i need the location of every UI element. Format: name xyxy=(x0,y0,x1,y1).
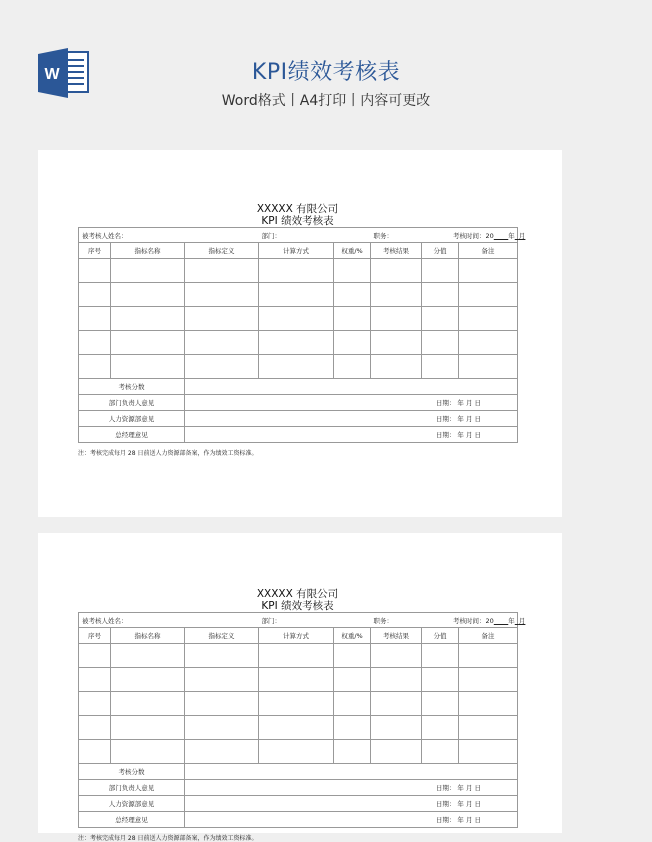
position-label: 职务： xyxy=(373,616,394,625)
header-row xyxy=(79,243,518,259)
column-header: 备注 xyxy=(459,628,518,644)
table-cell[interactable] xyxy=(334,283,371,307)
kpi-table xyxy=(78,227,526,443)
table-cell[interactable] xyxy=(334,740,371,764)
form-note: 注：考核完成每月 28 日前送人力资源部备案，作为绩效工资标准。 xyxy=(78,450,258,457)
table-cell[interactable] xyxy=(371,692,422,716)
column-header: 计算方式 xyxy=(259,628,334,644)
table-cell[interactable] xyxy=(459,740,518,764)
month-label: 月 xyxy=(518,616,526,625)
column-header: 分值 xyxy=(422,243,459,259)
table-cell[interactable] xyxy=(422,668,459,692)
table-cell[interactable] xyxy=(111,668,185,692)
kpi-form xyxy=(78,203,526,457)
table-cell[interactable] xyxy=(79,259,111,283)
table-cell[interactable] xyxy=(371,355,422,379)
score-row xyxy=(79,379,518,395)
company-name: XXXXX 有限公司 xyxy=(256,203,339,215)
opinion-label: 人力资源部意见 xyxy=(79,411,185,427)
company-name: XXXXX 有限公司 xyxy=(256,588,339,600)
opinion-row xyxy=(79,411,518,427)
column-header: 权重/% xyxy=(334,243,371,259)
opinion-date[interactable]: 日期： 年 月 日 xyxy=(185,395,518,411)
table-cell[interactable] xyxy=(185,283,259,307)
table-row xyxy=(79,668,518,692)
score-cell[interactable] xyxy=(185,764,518,780)
header-row xyxy=(79,628,518,644)
column-header: 权重/% xyxy=(334,628,371,644)
table-cell[interactable] xyxy=(79,668,111,692)
table-cell[interactable] xyxy=(111,307,185,331)
column-header: 备注 xyxy=(459,243,518,259)
table-cell[interactable] xyxy=(334,644,371,668)
table-cell[interactable] xyxy=(111,740,185,764)
table-cell[interactable] xyxy=(371,668,422,692)
table-cell[interactable] xyxy=(259,668,334,692)
table-cell[interactable] xyxy=(422,355,459,379)
table-cell[interactable] xyxy=(111,259,185,283)
column-header: 指标定义 xyxy=(185,628,259,644)
name-label: 被考核人姓名： xyxy=(79,613,259,628)
opinion-row xyxy=(79,780,518,796)
table-cell[interactable] xyxy=(259,307,334,331)
month-label: 月 xyxy=(518,231,526,240)
page-title: KPI绩效考核表 xyxy=(251,60,401,85)
score-label: 考核分数 xyxy=(79,764,185,780)
table-cell[interactable] xyxy=(459,716,518,740)
table-cell[interactable] xyxy=(79,740,111,764)
form-title: KPI 绩效考核表 xyxy=(261,600,334,612)
position-label: 职务： xyxy=(373,231,394,240)
column-header: 考核结果 xyxy=(371,628,422,644)
column-header: 计算方式 xyxy=(259,243,334,259)
time-label: 考核时间：20 xyxy=(453,231,494,240)
table-cell[interactable] xyxy=(259,283,334,307)
table-cell[interactable] xyxy=(259,692,334,716)
table-cell[interactable] xyxy=(371,740,422,764)
svg-text:W: W xyxy=(44,66,60,83)
table-cell[interactable] xyxy=(422,307,459,331)
document-page-1 xyxy=(38,150,562,517)
table-cell[interactable] xyxy=(459,644,518,668)
table-cell[interactable] xyxy=(185,716,259,740)
table-cell[interactable] xyxy=(185,355,259,379)
table-cell[interactable] xyxy=(422,331,459,355)
year-label: 年 xyxy=(508,231,515,240)
time-field xyxy=(371,613,526,628)
table-cell[interactable] xyxy=(371,331,422,355)
table-row xyxy=(79,331,518,355)
opinion-date[interactable]: 日期： 年 月 日 xyxy=(185,411,518,427)
table-cell[interactable] xyxy=(371,307,422,331)
name-label: 被考核人姓名： xyxy=(79,228,259,243)
table-cell[interactable] xyxy=(111,692,185,716)
table-cell[interactable] xyxy=(79,644,111,668)
table-cell[interactable] xyxy=(259,355,334,379)
column-header: 序号 xyxy=(79,243,111,259)
column-header: 指标名称 xyxy=(111,628,185,644)
table-cell[interactable] xyxy=(79,692,111,716)
column-header: 考核结果 xyxy=(371,243,422,259)
page-subtitle: Word格式丨A4打印丨内容可更改 xyxy=(221,93,431,109)
opinion-date[interactable]: 日期： 年 月 日 xyxy=(185,812,518,828)
table-cell[interactable] xyxy=(459,331,518,355)
table-cell[interactable] xyxy=(422,692,459,716)
table-cell[interactable] xyxy=(371,259,422,283)
table-cell[interactable] xyxy=(334,355,371,379)
score-cell[interactable] xyxy=(185,379,518,395)
table-cell[interactable] xyxy=(371,283,422,307)
opinion-date[interactable]: 日期： 年 月 日 xyxy=(185,427,518,443)
table-row xyxy=(79,740,518,764)
form-title: KPI 绩效考核表 xyxy=(261,215,334,227)
table-cell[interactable] xyxy=(459,692,518,716)
opinion-row xyxy=(79,796,518,812)
table-cell[interactable] xyxy=(79,331,111,355)
opinion-label: 人力资源部意见 xyxy=(79,796,185,812)
table-cell[interactable] xyxy=(185,644,259,668)
table-cell[interactable] xyxy=(185,740,259,764)
table-cell[interactable] xyxy=(111,716,185,740)
table-row xyxy=(79,283,518,307)
document-page-2 xyxy=(38,533,562,842)
table-cell[interactable] xyxy=(422,740,459,764)
info-row xyxy=(79,613,518,628)
table-cell[interactable] xyxy=(459,355,518,379)
table-cell[interactable] xyxy=(185,692,259,716)
table-row xyxy=(79,644,518,668)
table-cell[interactable] xyxy=(79,716,111,740)
table-cell[interactable] xyxy=(459,307,518,331)
table-row xyxy=(79,692,518,716)
table-cell[interactable] xyxy=(259,644,334,668)
score-label: 考核分数 xyxy=(79,379,185,395)
table-cell[interactable] xyxy=(185,307,259,331)
table-row xyxy=(79,355,518,379)
table-cell[interactable] xyxy=(259,716,334,740)
year-label: 年 xyxy=(508,616,515,625)
opinion-label: 总经理意见 xyxy=(79,812,185,828)
time-field xyxy=(371,228,526,243)
table-cell[interactable] xyxy=(185,331,259,355)
form-note: 注：考核完成每月 28 日前送人力资源部备案，作为绩效工资标准。 xyxy=(78,835,258,842)
table-cell[interactable] xyxy=(111,355,185,379)
column-header: 指标定义 xyxy=(185,243,259,259)
table-cell[interactable] xyxy=(111,283,185,307)
table-cell[interactable] xyxy=(334,331,371,355)
table-cell[interactable] xyxy=(422,644,459,668)
column-header: 指标名称 xyxy=(111,243,185,259)
table-row xyxy=(79,307,518,331)
table-cell[interactable] xyxy=(79,283,111,307)
opinion-label: 部门负责人意见 xyxy=(79,780,185,796)
column-header: 序号 xyxy=(79,628,111,644)
opinion-label: 总经理意见 xyxy=(79,427,185,443)
table-cell[interactable] xyxy=(79,307,111,331)
opinion-date[interactable]: 日期： 年 月 日 xyxy=(185,796,518,812)
table-cell[interactable] xyxy=(185,668,259,692)
table-cell[interactable] xyxy=(459,283,518,307)
dept-label: 部门： xyxy=(259,613,371,628)
table-cell[interactable] xyxy=(259,740,334,764)
table-cell[interactable] xyxy=(371,644,422,668)
table-cell[interactable] xyxy=(459,259,518,283)
kpi-table xyxy=(78,612,526,828)
table-cell[interactable] xyxy=(111,644,185,668)
opinion-date[interactable]: 日期： 年 月 日 xyxy=(185,780,518,796)
opinion-row xyxy=(79,427,518,443)
table-cell[interactable] xyxy=(371,716,422,740)
table-row xyxy=(79,259,518,283)
table-cell[interactable] xyxy=(259,331,334,355)
opinion-row xyxy=(79,395,518,411)
kpi-form xyxy=(78,588,526,842)
table-cell[interactable] xyxy=(334,259,371,283)
table-cell[interactable] xyxy=(334,307,371,331)
table-cell[interactable] xyxy=(79,355,111,379)
table-cell[interactable] xyxy=(334,716,371,740)
table-cell[interactable] xyxy=(185,259,259,283)
table-cell[interactable] xyxy=(259,259,334,283)
opinion-row xyxy=(79,812,518,828)
opinion-label: 部门负责人意见 xyxy=(79,395,185,411)
column-header: 分值 xyxy=(422,628,459,644)
dept-label: 部门： xyxy=(259,228,371,243)
table-cell[interactable] xyxy=(422,716,459,740)
table-cell[interactable] xyxy=(422,283,459,307)
table-row xyxy=(79,716,518,740)
score-row xyxy=(79,764,518,780)
info-row xyxy=(79,228,518,243)
table-cell[interactable] xyxy=(422,259,459,283)
time-label: 考核时间：20 xyxy=(453,616,494,625)
table-cell[interactable] xyxy=(111,331,185,355)
table-cell[interactable] xyxy=(459,668,518,692)
table-cell[interactable] xyxy=(334,668,371,692)
table-cell[interactable] xyxy=(334,692,371,716)
